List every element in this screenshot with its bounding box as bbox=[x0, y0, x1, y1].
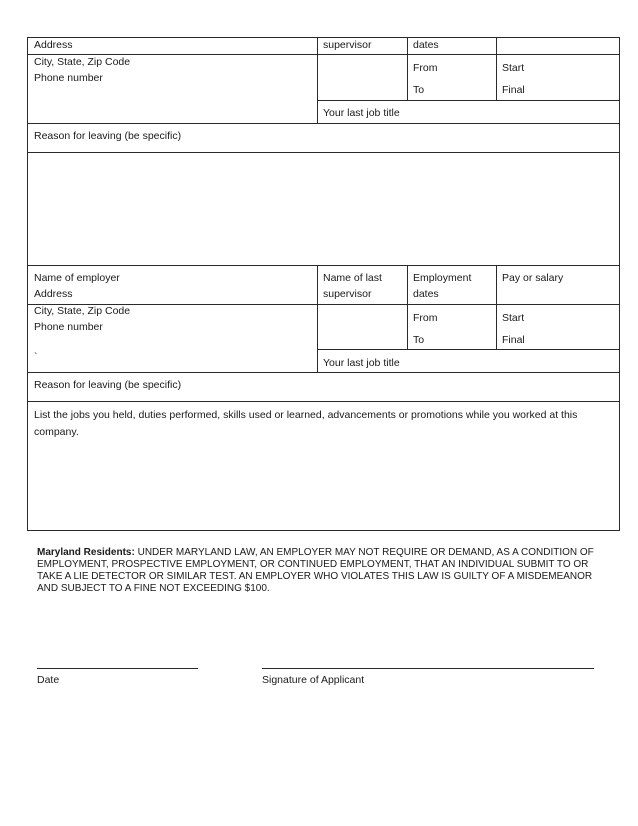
row-divider bbox=[27, 401, 620, 402]
applicant-signature-label: Signature of Applicant bbox=[262, 674, 365, 686]
pay-salary-label: Pay or salary bbox=[502, 272, 564, 284]
notice-text: UNDER MARYLAND LAW, AN EMPLOYER MAY NOT REQUIRE OR DEMAND, AS A CONDITION OF EMPLOYMENT, PROSPECTIVE EMPLOYMENT, OR CONTINUED EMPLOYMENT, THAT AN INDIVIDUAL SUBMIT TO OR TAKE A LIE DETECTOR OR SIMILAR TEST. AN EMPLOYER WHO VIOLATES THIS LAW IS GUILTY OF A MISDEMEANOR AND SUBJECT TO A FINE NOT EXCEEDING $100. bbox=[37, 547, 594, 594]
from-label: From bbox=[413, 62, 438, 74]
from-label: From bbox=[413, 312, 438, 324]
column-divider bbox=[407, 265, 408, 350]
final-label: Final bbox=[502, 84, 525, 96]
form-border-bottom bbox=[27, 530, 620, 531]
form-border-left bbox=[27, 37, 28, 531]
dates-label: dates bbox=[413, 39, 439, 51]
row-divider bbox=[317, 349, 620, 350]
employment-dates-label-line2: dates bbox=[413, 288, 439, 300]
employment-dates-label-line1: Employment bbox=[413, 272, 472, 284]
date-label: Date bbox=[37, 674, 60, 686]
reason-for-leaving-label: Reason for leaving (be specific) bbox=[34, 130, 182, 142]
jobs-description-label: List the jobs you held, duties performed, skills used or learned, advancements or promotions while you worked at this company. bbox=[34, 409, 578, 438]
maryland-notice bbox=[37, 547, 612, 595]
applicant-signature-line[interactable] bbox=[262, 668, 594, 669]
city-state-zip-label: City, State, Zip Code bbox=[34, 56, 131, 68]
start-label: Start bbox=[502, 62, 525, 74]
job-title-label: Your last job title bbox=[323, 107, 400, 119]
column-divider bbox=[317, 37, 318, 123]
row-divider bbox=[27, 54, 620, 55]
date-signature-line[interactable] bbox=[37, 668, 198, 669]
start-label: Start bbox=[502, 312, 525, 324]
form-border-top bbox=[27, 37, 620, 38]
supervisor-label: supervisor bbox=[323, 39, 372, 51]
job-title-label: Your last job title bbox=[323, 357, 400, 369]
column-divider bbox=[407, 37, 408, 101]
phone-number-label: Phone number bbox=[34, 72, 103, 84]
form-border-right bbox=[619, 37, 620, 531]
reason-for-leaving-label: Reason for leaving (be specific) bbox=[34, 379, 182, 391]
stray-mark: ` bbox=[34, 351, 38, 363]
address-label: Address bbox=[34, 39, 73, 51]
to-label: To bbox=[413, 84, 425, 96]
column-divider bbox=[496, 265, 497, 350]
row-divider bbox=[27, 123, 620, 124]
column-divider bbox=[496, 37, 497, 101]
row-divider bbox=[27, 152, 620, 153]
row-divider bbox=[27, 265, 620, 266]
city-state-zip-label: City, State, Zip Code bbox=[34, 305, 131, 317]
phone-number-label: Phone number bbox=[34, 321, 103, 333]
notice-heading: Maryland Residents: bbox=[37, 547, 135, 558]
employment-history-form bbox=[27, 37, 620, 531]
final-label: Final bbox=[502, 334, 525, 346]
to-label: To bbox=[413, 334, 425, 346]
supervisor-label-line2: supervisor bbox=[323, 288, 372, 300]
address-label: Address bbox=[34, 288, 73, 300]
employer-name-label: Name of employer bbox=[34, 272, 120, 284]
column-divider bbox=[317, 265, 318, 373]
row-divider bbox=[27, 372, 620, 373]
row-divider bbox=[317, 100, 620, 101]
supervisor-label-line1: Name of last bbox=[323, 272, 382, 284]
